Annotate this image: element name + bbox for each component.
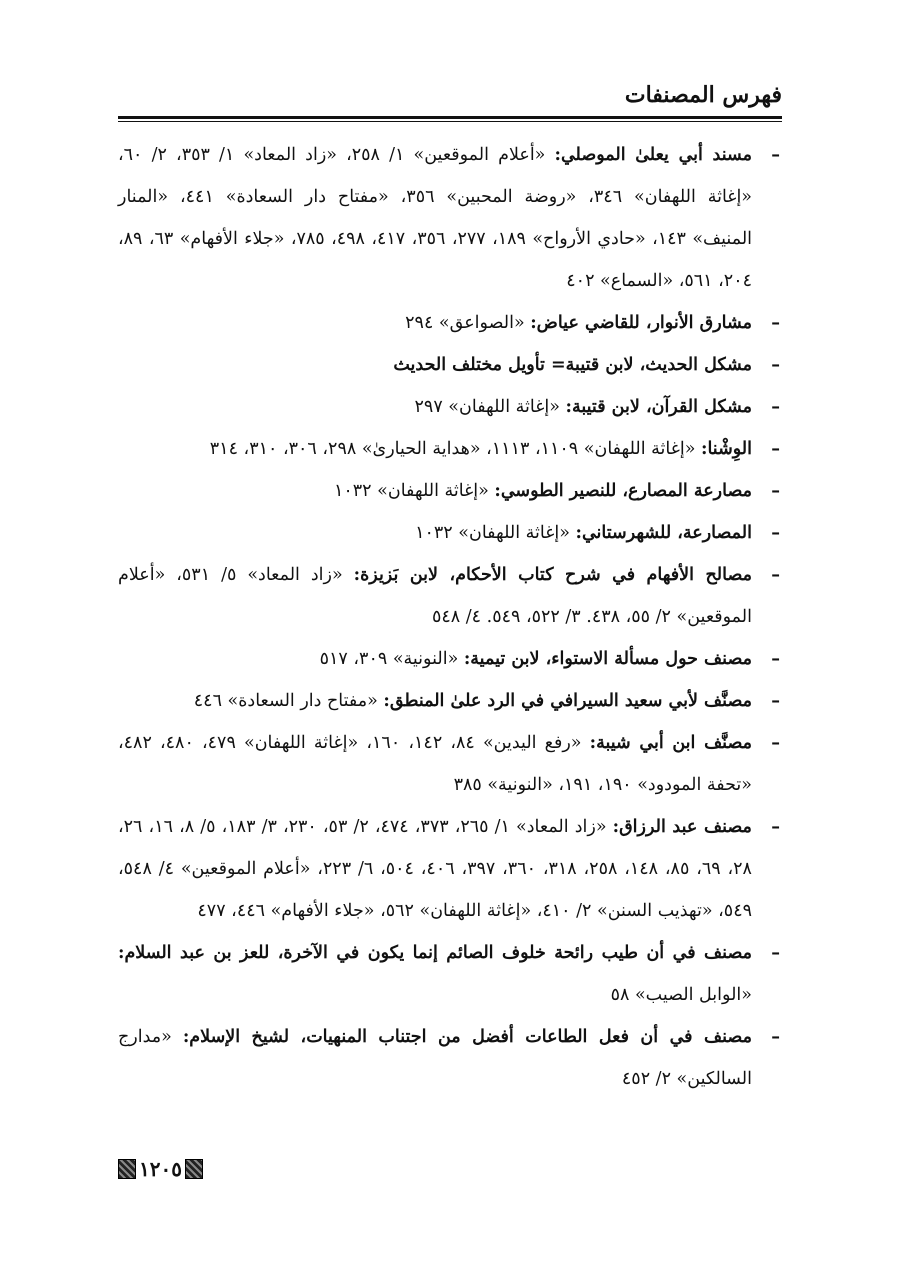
entry-dash-icon: – bbox=[771, 313, 780, 333]
index-entry bbox=[118, 638, 782, 680]
entry-title: مصنف في أن طيب رائحة خلوف الصائم إنما يكون في الآخرة، للعز بن عبد السلام: bbox=[118, 943, 752, 963]
ornament-right-icon bbox=[185, 1159, 203, 1179]
entry-dash-icon: – bbox=[771, 397, 780, 417]
entry-dash-icon: – bbox=[771, 523, 780, 543]
index-entry bbox=[118, 428, 782, 470]
entry-title: مشكل الحديث، لابن قتيبة= تأويل مختلف الحديث bbox=[393, 355, 752, 375]
entry-references: «النونية» ٣٠٩، ٥١٧ bbox=[319, 649, 464, 669]
entry-dash-icon: – bbox=[771, 481, 780, 501]
entry-title: مصنَّف ابن أبي شيبة: bbox=[589, 733, 753, 753]
entry-references: «الصواعق» ٢٩٤ bbox=[405, 313, 531, 333]
entry-references: «أعلام الموقعين» ١/ ٢٥٨، «زاد المعاد» ١/ ٣٥٣، ٢/ ٦٠، «إغاثة اللهفان» ٣٤٦، «روضة المحبين» ٣٥٦، «مفتاح دار السعادة» ٤٤١، «المنار المنيف» ١٤٣، «حادي الأرواح» ١٨٩، ٢٧٧، ٣٥٦، ٤١٧، ٤٩٨، ٧٨٥، «جلاء الأفهام» ٦٣، ٨٩، ٢٠٤، ٥٦١، «السماع» ٤٠٢ bbox=[118, 145, 753, 291]
index-entry bbox=[118, 512, 782, 554]
entry-dash-icon: – bbox=[771, 817, 780, 837]
entry-title: مصنف عبد الرزاق: bbox=[612, 817, 752, 837]
header-rule-thick bbox=[118, 116, 782, 119]
entry-references: «الوابل الصيب» ٥٨ bbox=[610, 985, 752, 1005]
entry-title: مصنف حول مسألة الاستواء، لابن تيمية: bbox=[463, 649, 752, 669]
index-entry bbox=[118, 344, 782, 386]
entry-dash-icon: – bbox=[771, 145, 780, 165]
index-entry bbox=[118, 932, 782, 1016]
index-entries bbox=[118, 134, 782, 1100]
entry-references: «مفتاح دار السعادة» ٤٤٦ bbox=[193, 691, 384, 711]
index-entry bbox=[118, 1016, 782, 1100]
index-entry bbox=[118, 134, 782, 302]
page-footer bbox=[118, 1152, 203, 1186]
entry-dash-icon: – bbox=[771, 1027, 780, 1047]
entry-references: «إغاثة اللهفان» ١٠٣٢ bbox=[333, 481, 495, 501]
index-entry bbox=[118, 680, 782, 722]
entry-dash-icon: – bbox=[771, 439, 780, 459]
entry-references: «إغاثة اللهفان» ٢٩٧ bbox=[414, 397, 566, 417]
index-entry bbox=[118, 806, 782, 932]
index-entry bbox=[118, 554, 782, 638]
entry-dash-icon: – bbox=[771, 649, 780, 669]
entry-references: «إغاثة اللهفان» ١١٠٩، ١١١٣، «هداية الحيارىٰ» ٢٩٨، ٣٠٦، ٣١٠، ٣١٤ bbox=[209, 439, 702, 459]
entry-title: مصالح الأفهام في شرح كتاب الأحكام، لابن بَزيزة: bbox=[353, 565, 752, 585]
entry-title: مشكل القرآن، لابن قتيبة: bbox=[565, 397, 752, 417]
index-entry bbox=[118, 386, 782, 428]
index-entry bbox=[118, 722, 782, 806]
entry-title: المصارعة، للشهرستاني: bbox=[575, 523, 752, 543]
entry-references: «زاد المعاد» ٥/ ٥٣١، «أعلام الموقعين» ٢/ ٥٥، ٤٣٨. ٣/ ٥٢٢، ٥٤٩. ٤/ ٥٤٨ bbox=[118, 565, 752, 627]
index-entry bbox=[118, 470, 782, 512]
entry-title: مصنَّف لأبي سعيد السيرافي في الرد علىٰ المنطق: bbox=[383, 691, 752, 711]
entry-dash-icon: – bbox=[771, 943, 780, 963]
entry-title: مشارق الأنوار، للقاضي عياض: bbox=[530, 313, 752, 333]
entry-dash-icon: – bbox=[771, 355, 780, 375]
ornament-left-icon bbox=[118, 1159, 136, 1179]
entry-references: «إغاثة اللهفان» ١٠٣٢ bbox=[415, 523, 576, 543]
entry-dash-icon: – bbox=[771, 691, 780, 711]
entry-references: «زاد المعاد» ١/ ٢٦٥، ٣٧٣، ٤٧٤، ٢/ ٥٣، ٢٣٠، ٣/ ١٨٣، ٥/ ٨، ١٦، ٢٦، ٢٨، ٦٩، ٨٥، ١٤٨، ٢٥٨، ٣١٨، ٣٦٠، ٣٩٧، ٤٠٦، ٥٠٤، ٦/ ٢٢٣، «أعلام الموقعين» ٤/ ٥٤٨، ٥٤٩، «تهذيب السنن» ٢/ ٤١٠، «إغاثة اللهفان» ٥٦٢، «جلاء الأفهام» ٤٤٦، ٤٧٧ bbox=[118, 817, 752, 921]
entry-title: مسند أبي يعلىٰ الموصلي: bbox=[554, 145, 752, 165]
index-entry bbox=[118, 302, 782, 344]
entry-dash-icon: – bbox=[771, 565, 780, 585]
page-number: ١٢٠٥ bbox=[139, 1157, 182, 1181]
entry-dash-icon: – bbox=[771, 733, 780, 753]
running-header: فهرس المصنفات bbox=[624, 82, 782, 108]
entry-references: «مدارج السالكين» ٢/ ٤٥٢ bbox=[118, 1027, 752, 1089]
entry-references: «رفع اليدين» ٨٤، ١٤٢، ١٦٠، «إغاثة اللهفان» ٤٧٩، ٤٨٠، ٤٨٢، «تحفة المودود» ١٩٠، ١٩١، «النونية» ٣٨٥ bbox=[118, 733, 752, 795]
entry-title: الوِشْنا: bbox=[701, 439, 752, 459]
header-rule-thin bbox=[118, 121, 782, 122]
entry-title: مصنف في أن فعل الطاعات أفضل من اجتناب المنهيات، لشيخ الإسلام: bbox=[182, 1027, 752, 1047]
entry-title: مصارعة المصارع، للنصير الطوسي: bbox=[494, 481, 752, 501]
